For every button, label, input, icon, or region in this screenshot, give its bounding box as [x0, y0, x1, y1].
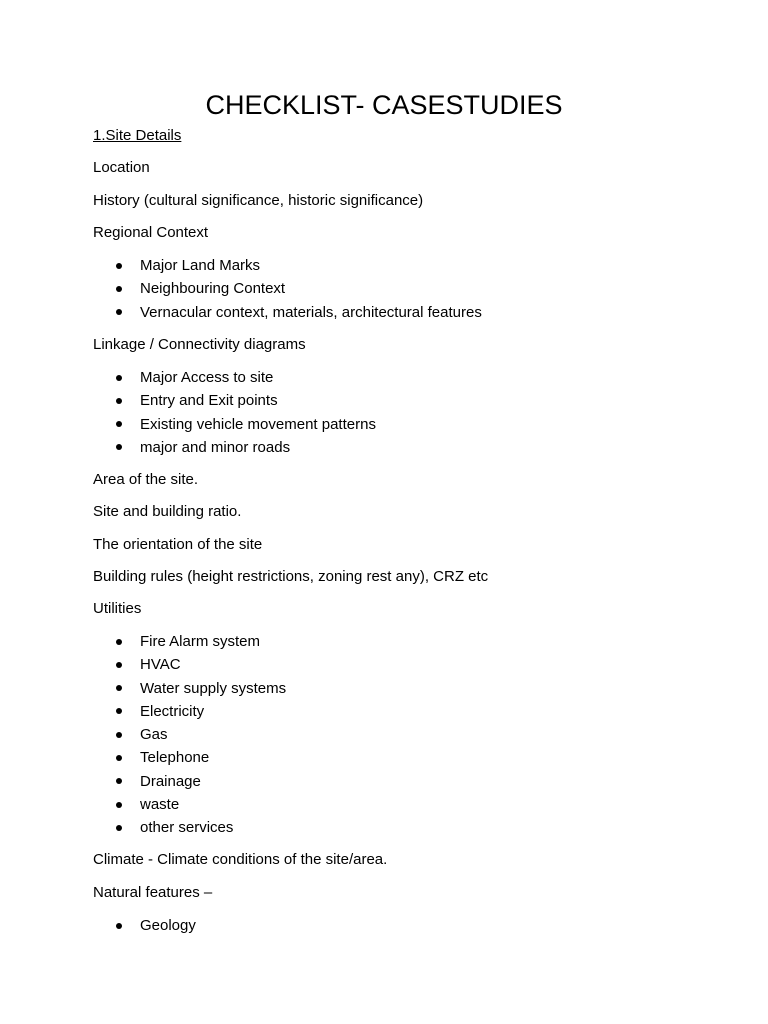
bullet-icon	[116, 685, 122, 691]
item-natural-features: Natural features –	[93, 884, 213, 901]
item-climate: Climate - Climate conditions of the site/area.	[93, 851, 388, 868]
bullet-icon	[116, 375, 122, 381]
linkage-list	[93, 366, 376, 459]
bullet-icon	[116, 639, 122, 645]
list-item: other services	[93, 816, 286, 839]
list-item: Electricity	[93, 700, 286, 723]
item-building-rules: Building rules (height restrictions, zoning rest any), CRZ etc	[93, 568, 489, 585]
item-regional-context: Regional Context	[93, 224, 209, 241]
list-item: Major Land Marks	[93, 254, 482, 277]
item-area: Area of the site.	[93, 471, 199, 488]
bullet-icon	[116, 309, 122, 315]
bullet-icon	[116, 286, 122, 292]
item-history: History (cultural significance, historic significance)	[93, 192, 424, 209]
bullet-icon	[116, 421, 122, 427]
bullet-icon	[116, 662, 122, 668]
bullet-icon	[116, 825, 122, 831]
section-heading: 1.Site Details	[93, 127, 182, 144]
bullet-icon	[116, 923, 122, 929]
item-location: Location	[93, 159, 150, 176]
bullet-icon	[116, 732, 122, 738]
list-item: Neighbouring Context	[93, 277, 482, 300]
item-ratio: Site and building ratio.	[93, 503, 242, 520]
bullet-icon	[116, 802, 122, 808]
bullet-icon	[116, 755, 122, 761]
item-linkage: Linkage / Connectivity diagrams	[93, 336, 306, 353]
bullet-icon	[116, 778, 122, 784]
utilities-list	[93, 630, 286, 840]
list-item: Vernacular context, materials, architectural features	[93, 301, 482, 324]
list-item: Entry and Exit points	[93, 389, 376, 412]
item-orientation: The orientation of the site	[93, 536, 263, 553]
bullet-icon	[116, 263, 122, 269]
bullet-icon	[116, 398, 122, 404]
list-item: Telephone	[93, 746, 286, 769]
list-item: Fire Alarm system	[93, 630, 286, 653]
list-item: Drainage	[93, 770, 286, 793]
list-item: waste	[93, 793, 286, 816]
natural-features-list	[93, 914, 196, 937]
regional-context-list	[93, 254, 482, 324]
list-item: Water supply systems	[93, 677, 286, 700]
item-utilities: Utilities	[93, 600, 142, 617]
list-item: Existing vehicle movement patterns	[93, 413, 376, 436]
list-item: Gas	[93, 723, 286, 746]
page-title: CHECKLIST- CASESTUDIES	[205, 90, 563, 120]
bullet-icon	[116, 708, 122, 714]
list-item: HVAC	[93, 653, 286, 676]
bullet-icon	[116, 444, 122, 450]
list-item: Major Access to site	[93, 366, 376, 389]
list-item: major and minor roads	[93, 436, 376, 459]
list-item: Geology	[93, 914, 196, 937]
